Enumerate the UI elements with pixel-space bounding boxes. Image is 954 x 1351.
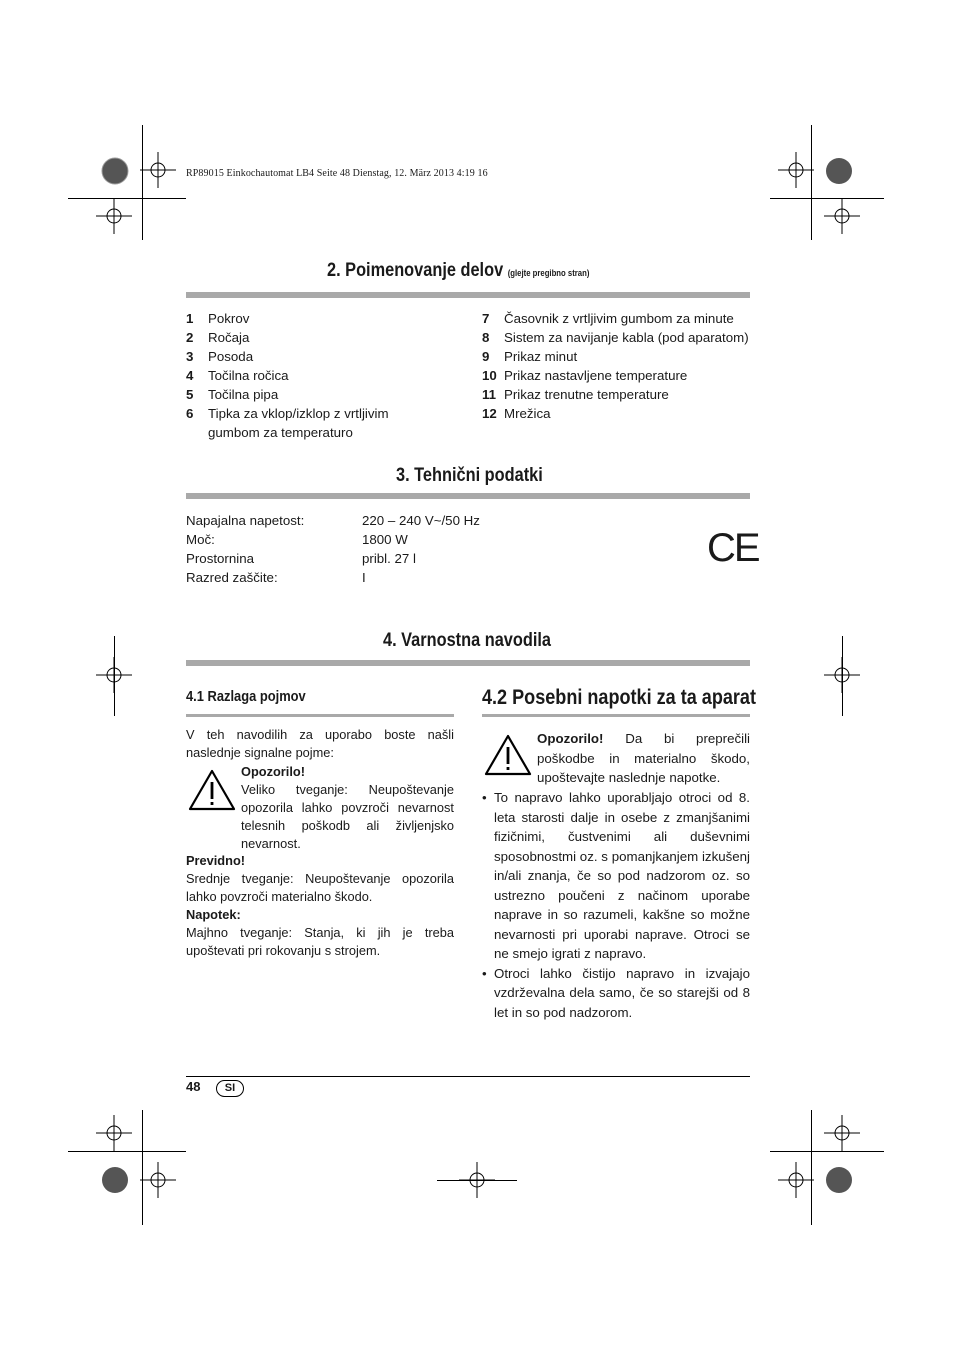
registration-cross-mark [96, 1115, 132, 1151]
color-wheel-mark [100, 1165, 130, 1195]
table-row: Napajalna napetost: 220 – 240 V~/50 Hz [186, 513, 480, 528]
crop-line [770, 198, 884, 199]
footer-rule [186, 1076, 750, 1077]
list-item: 4 Točilna ročica [186, 368, 289, 383]
list-item: 7 Časovnik z vrtljivim gumbom za minute [482, 311, 734, 326]
registration-cross-mark [778, 152, 814, 188]
crop-line [842, 636, 843, 716]
list-item: 6 Tipka za vklop/izklop z vrtljivim gumbom za temperaturo [186, 406, 389, 440]
subsection-4-1-title: 4.1 Razlaga pojmov [186, 688, 306, 705]
crop-line [68, 198, 186, 199]
caution-label: Previdno! [186, 853, 246, 868]
page-number: 48 [186, 1079, 201, 1094]
table-row: Prostornina pribl. 27 l [186, 551, 416, 566]
warning-text: Veliko tveganje: Neupoštevanje opozorila lahko povzroči nevarnost telesnih poškodb ali življenjsko nevarnost. [241, 782, 454, 851]
section-2-heading [327, 260, 589, 282]
registration-cross-mark [824, 1115, 860, 1151]
print-header: RP89015 Einkochautomat LB4 Seite 48 Dienstag, 12. März 2013 4:19 16 [186, 168, 488, 179]
note-block [186, 906, 454, 960]
crop-line [114, 636, 115, 716]
warning-triangle-icon [188, 769, 236, 811]
note-label: Napotek: [186, 907, 241, 922]
parts-list-right [482, 309, 750, 423]
list-item: 2 Ročaja [186, 330, 250, 345]
list-item: • To napravo lahko uporabljajo otroci od 8. leta starosti dalje in osebe z zmanjšanimi fizičnimi, čustvenimi ali duševnimi sposobnostmi oz. s pomanjkanjem izkušenj in/ali znanja, če so pod nadzorom oz. so ustrezno poučeni z načinom uporabe naprave in so razumeli, kakšne so možne nevarnosti pri uporabi naprave. Otroci se ne smejo igrati z napravo. [482, 788, 750, 964]
color-wheel-mark [824, 1165, 854, 1195]
warning-text: Da bi preprečili poškodbe in materialno škodo, upoštevajte naslednje napotke. [537, 731, 751, 785]
crop-line [142, 1110, 143, 1225]
table-row: Razred zaščite: I [186, 570, 366, 585]
color-wheel-mark [824, 156, 854, 186]
registration-cross-mark [778, 1162, 814, 1198]
table-row: Moč: 1800 W [186, 532, 408, 547]
bullet-icon: • [482, 790, 487, 805]
warning-triangle-icon [484, 734, 532, 776]
list-item: 12 Mrežica [482, 406, 551, 421]
registration-cross-mark [140, 152, 176, 188]
warning-label: Opozorilo! [537, 731, 604, 746]
intro-text: V teh navodilih za uporabo boste našli naslednje signalne pojme: [186, 727, 454, 760]
list-item: 9 Prikaz minut [482, 349, 578, 364]
registration-cross-mark [96, 198, 132, 234]
subsection-rule [186, 714, 454, 717]
section-4-title: 4. Varnostna navodila [383, 630, 551, 651]
ce-mark: CE [707, 526, 759, 570]
warning-label: Opozorilo! [241, 764, 305, 779]
caution-block [186, 852, 454, 906]
crop-line [68, 1151, 186, 1152]
section-2-title: 2. Poimenovanje delov [327, 260, 504, 281]
warning-block-4-2 [537, 729, 750, 788]
note-text: Majhno tveganje: Stanja, ki jih je treba upoštevati pri rokovanju s strojem. [186, 925, 454, 958]
list-item: 1 Pokrov [186, 311, 250, 326]
list-item: 8 Sistem za navijanje kabla (pod aparatom) [482, 330, 749, 345]
registration-cross-mark [140, 1162, 176, 1198]
caution-text: Srednje tveganje: Neupoštevanje opozorila lahko povzroči materialno škodo. [186, 871, 454, 904]
crop-line [770, 1151, 884, 1152]
subsection-4-2-title: 4.2 Posebni napotki za ta aparat [482, 686, 757, 709]
section-3-title: 3. Tehnični podatki [396, 465, 543, 486]
list-item: • Otroci lahko čistijo napravo in izvajajo vzdrževalna dela samo, če so starejši od 8 let in so pod nadzorom. [482, 964, 750, 1023]
color-wheel-mark [100, 156, 130, 186]
section-2-note: (glejte pregibno stran) [507, 268, 590, 278]
crop-line [811, 1110, 812, 1225]
crop-line [811, 125, 812, 240]
section-divider [186, 292, 750, 298]
crop-line [437, 1180, 517, 1181]
list-item: 11 Prikaz trenutne temperature [482, 387, 669, 402]
list-item: 10 Prikaz nastavljene temperature [482, 368, 688, 383]
section-divider [186, 493, 750, 499]
subsection-rule [482, 714, 750, 717]
bullet-icon: • [482, 965, 487, 981]
parts-list-left [186, 309, 426, 442]
tech-data-table [186, 511, 606, 587]
list-item: 5 Točilna pipa [186, 387, 279, 402]
bullet-list [482, 788, 750, 1022]
warning-block [241, 763, 454, 853]
list-item: 3 Posoda [186, 349, 254, 364]
country-badge: SI [216, 1080, 244, 1097]
crop-line [142, 125, 143, 240]
registration-cross-mark [824, 198, 860, 234]
section-divider [186, 660, 750, 666]
